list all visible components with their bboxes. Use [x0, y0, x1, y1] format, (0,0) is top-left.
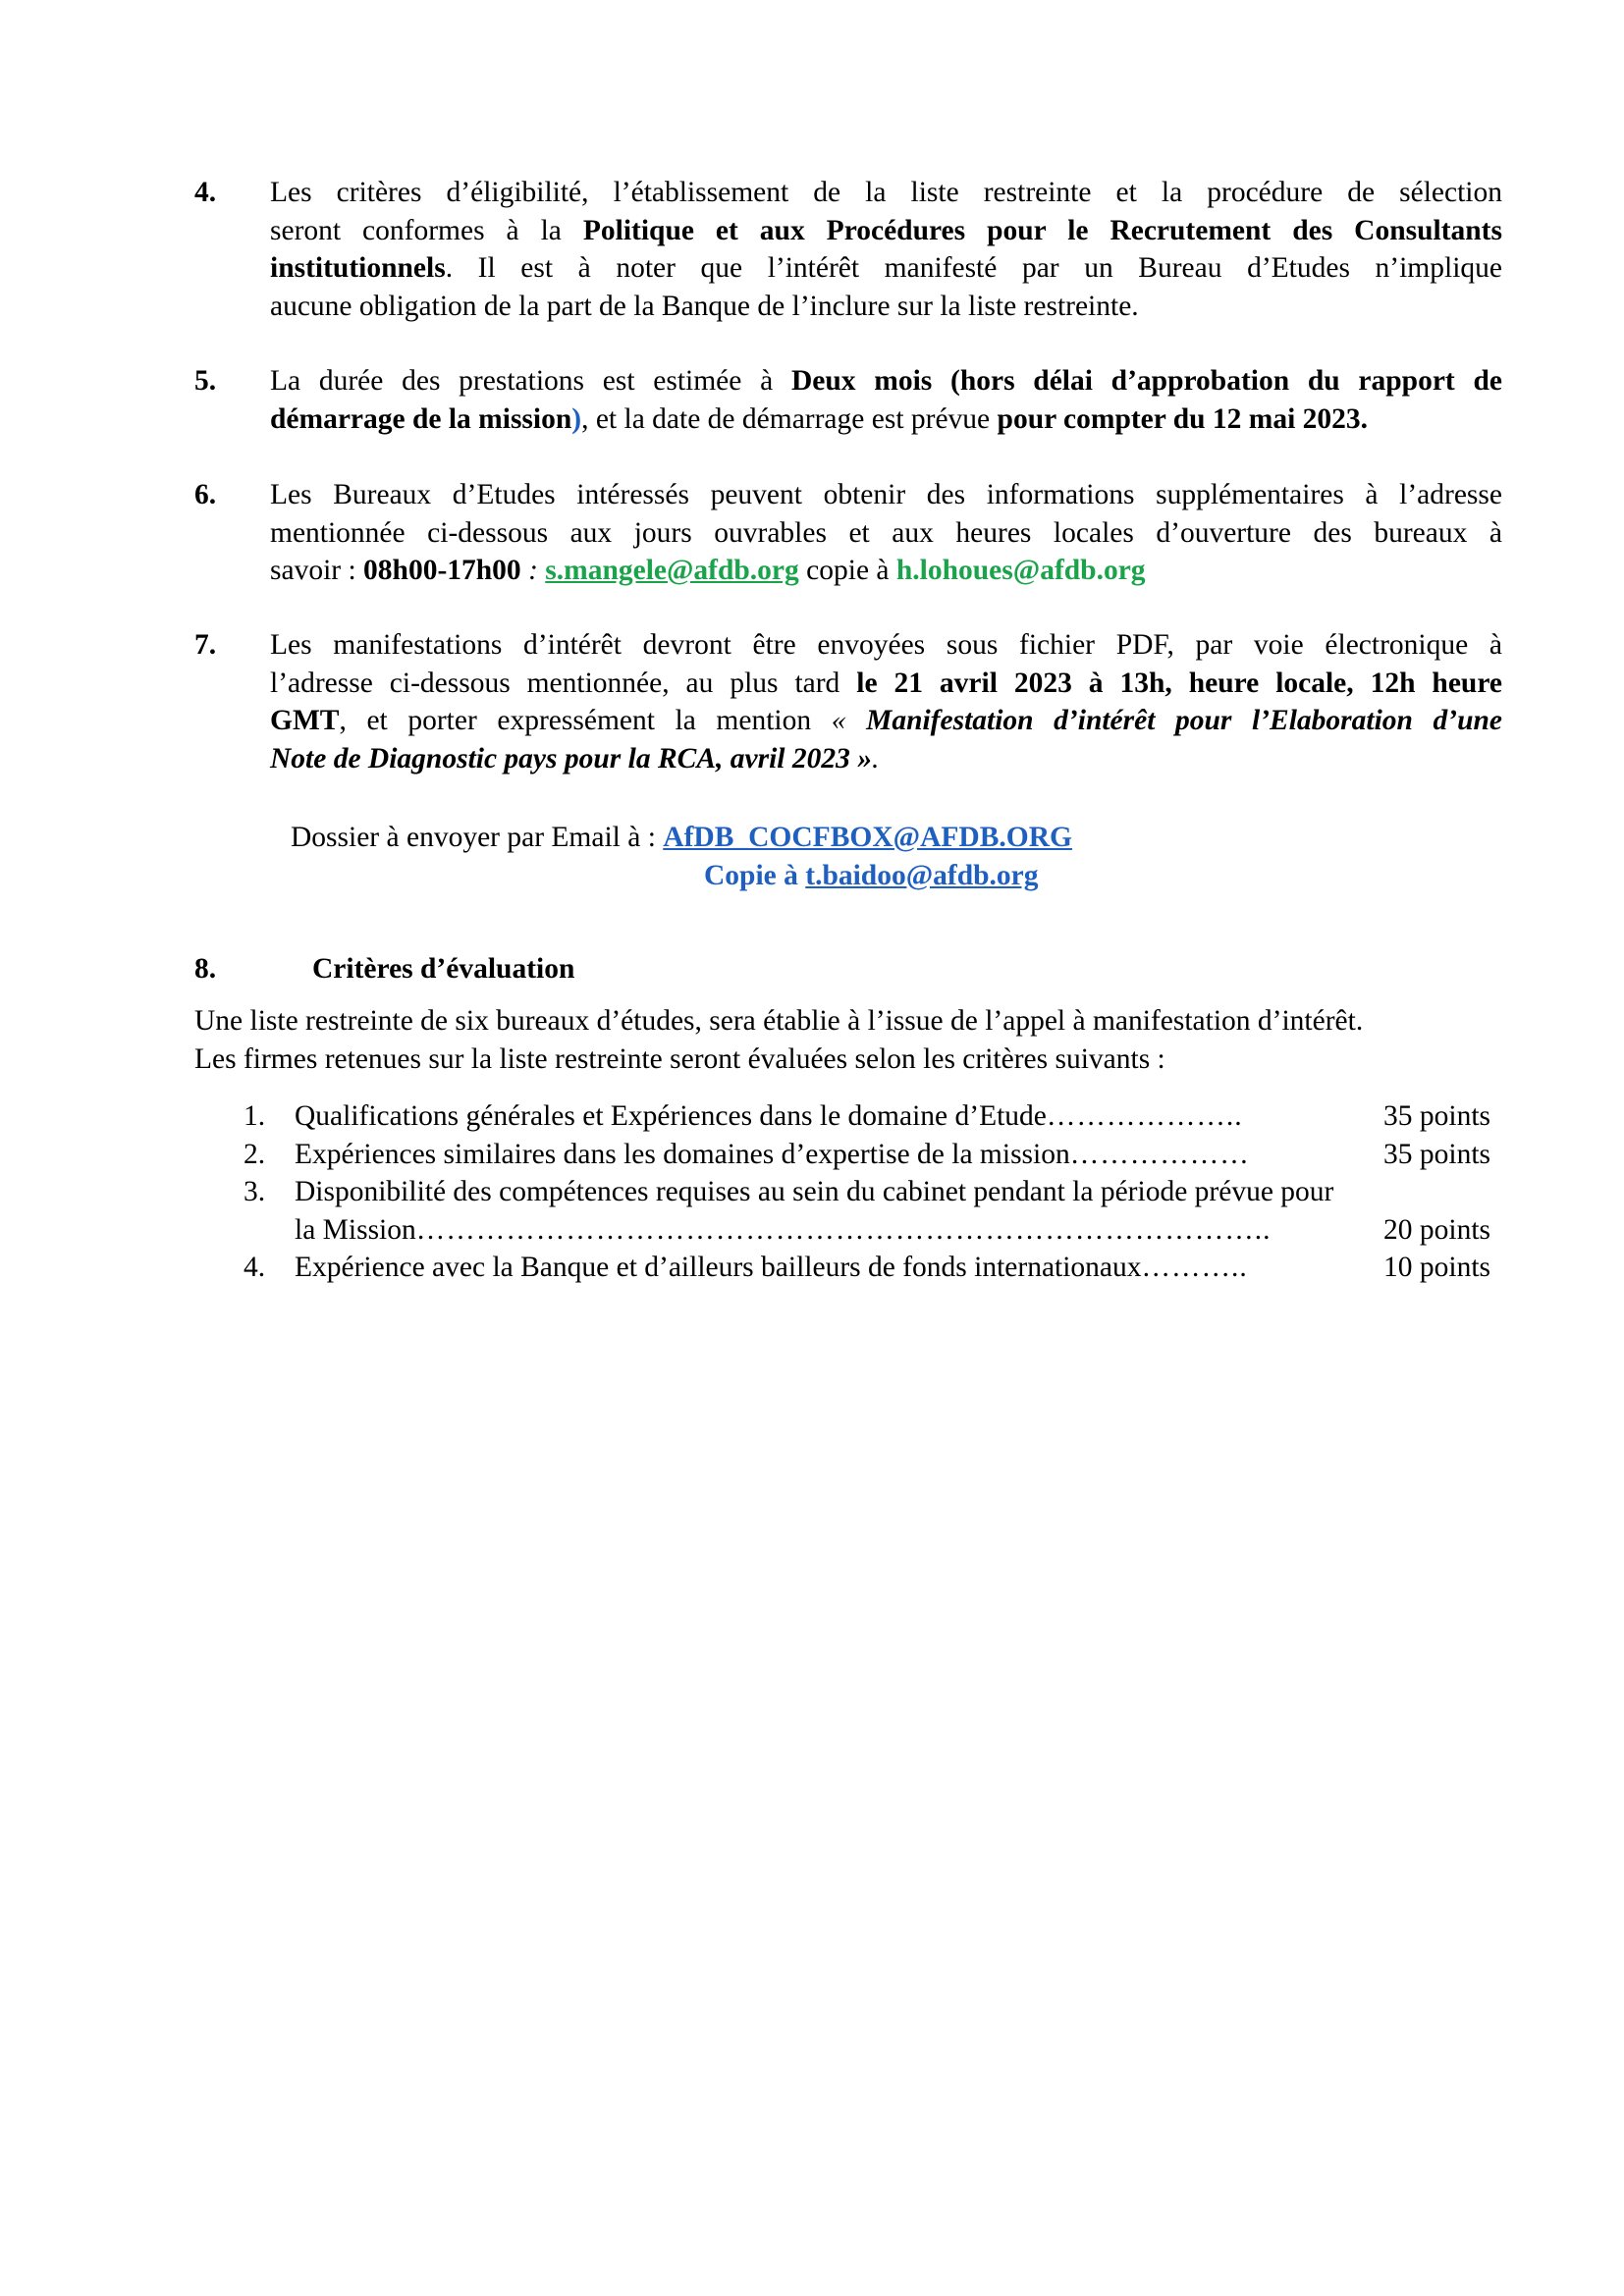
leader-dots: …………………………………………………………………………..: [415, 1213, 1272, 1246]
text-line: [270, 514, 1502, 553]
intro-line: Les firmes retenues sur la liste restreinte seront évaluées selon les critères suivants :: [194, 1042, 1165, 1075]
text-run: Les critères d’éligibilité, l’établissement de la liste restreinte et la procédure de sélection: [270, 177, 1502, 208]
text-run: Note de Diagnostic pays pour la RCA, avril 2023 »: [270, 742, 872, 774]
email-link[interactable]: h.lohoues@afdb.org: [895, 555, 1146, 586]
section-7-text: [270, 626, 1502, 777]
criteria-item-number: 3.: [244, 1176, 266, 1207]
text-line: [270, 212, 1502, 250]
text-run: La durée des prestations est estimée à: [270, 365, 791, 397]
section-6: [194, 476, 1502, 590]
text-run: :: [528, 555, 538, 586]
criteria-number: 8.: [194, 953, 217, 985]
dossier-email-link[interactable]: AfDB_COCFBOX@AFDB.ORG: [663, 822, 1072, 853]
text-line: [270, 249, 1502, 288]
section-6-text: [270, 476, 1502, 590]
criteria-item: [244, 1249, 1490, 1287]
criteria-item-number: 2.: [244, 1138, 266, 1170]
section-number: 6.: [194, 479, 217, 510]
text-run: Politique et aux Procédures pour le Recrutement des Consultants: [582, 214, 1502, 246]
text-run: Les Bureaux d’Etudes intéressés peuvent obtenir des informations supplémentaires à l’adresse: [270, 479, 1502, 510]
dossier-label: Dossier à envoyer par Email à :: [291, 822, 664, 853]
criteria-item-text: Expérience avec la Banque et d’ailleurs bailleurs de fonds internationaux: [295, 1252, 1142, 1283]
criteria-item-text: Expériences similaires dans les domaines d’expertise de la mission: [295, 1138, 1070, 1170]
criteria-item-pre-text: Disponibilité des compétences requises au sein du cabinet pendant la période prévue pour: [295, 1176, 1334, 1207]
criteria-item-number: 1.: [244, 1100, 266, 1132]
text-run: seront conformes à la: [270, 214, 583, 246]
text-run: savoir :: [270, 555, 364, 586]
criteria-item-points: 35 points: [1383, 1138, 1490, 1170]
dossier-line: [291, 819, 1072, 857]
section-4-text: [270, 174, 1502, 325]
text-run: «: [831, 705, 867, 736]
leader-dots: ………………: [1069, 1138, 1250, 1170]
text-line: [270, 665, 1502, 703]
text-run: copie à: [798, 555, 896, 586]
text-run: [521, 555, 528, 586]
text-run: Manifestation d’intérêt pour l’Elaboration d’une: [866, 705, 1503, 736]
text-run: Les manifestations d’intérêt devront être envoyées sous fichier PDF, par voie électronique à: [270, 629, 1502, 661]
text-run: ): [571, 402, 582, 435]
text-run: aucune obligation de la part de la Banque de l’inclure sur la liste restreinte.: [270, 290, 1139, 322]
criteria-item-number: 4.: [244, 1252, 266, 1283]
section-5-text: [270, 362, 1502, 438]
text-run: . Il est à noter que l’intérêt manifesté par un Bureau d’Etudes n’implique: [445, 252, 1502, 284]
text-run: .: [871, 742, 880, 774]
text-run: institutionnels: [270, 252, 446, 284]
dossier-copy-email-link[interactable]: t.baidoo@afdb.org: [805, 859, 1039, 891]
criteria-item: [244, 1136, 1490, 1174]
text-line: [270, 476, 1502, 514]
leader-dots: ………..: [1141, 1252, 1248, 1283]
text-line: [270, 552, 1502, 590]
criteria-list: [244, 1097, 1490, 1287]
text-run: démarrage de la mission: [270, 402, 572, 435]
leader-dots: ………………..: [1046, 1100, 1243, 1132]
text-line: [270, 400, 1502, 439]
text-run: GMT: [270, 705, 340, 736]
text-line: [270, 740, 1502, 778]
text-line: [270, 626, 1502, 665]
section-number: 5.: [194, 365, 217, 397]
text-run: 08h00-17h00: [363, 555, 521, 586]
criteria-item-points: 10 points: [1383, 1252, 1490, 1283]
criteria-heading: [194, 950, 575, 988]
criteria-item: [244, 1173, 1490, 1249]
text-run: pour compter du 12 mai 2023.: [997, 402, 1369, 435]
text-run: l’adresse ci-dessous mentionnée, au plus tard: [270, 667, 857, 699]
criteria-intro: [194, 1002, 1502, 1078]
dossier-block: [291, 819, 1072, 894]
dossier-copy-label: Copie à: [704, 859, 806, 891]
criteria-item-points: 35 points: [1383, 1100, 1490, 1132]
text-run: le 21 avril 2023 à 13h, heure locale, 12h heure: [856, 667, 1502, 699]
criteria-item-points: 20 points: [1383, 1213, 1490, 1246]
text-run: , et la date de démarrage est prévue: [581, 402, 998, 435]
criteria-item-text: Qualifications générales et Expériences dans le domaine d’Etude: [295, 1100, 1047, 1132]
criteria-title: Critères d’évaluation: [312, 953, 575, 985]
criteria-item-text: la Mission: [295, 1213, 416, 1246]
intro-line: Une liste restreinte de six bureaux d’études, sera établie à l’issue de l’appel à manifestation d’intérêt.: [194, 1005, 1364, 1037]
section-4: [194, 174, 1502, 325]
text-run: , et porter expressément la mention: [339, 705, 832, 736]
email-link[interactable]: s.mangele@afdb.org: [545, 555, 799, 586]
dossier-copy-line: [291, 857, 1072, 895]
text-line: [270, 702, 1502, 740]
section-7: [194, 626, 1502, 777]
text-line: [270, 174, 1502, 212]
text-run: Deux mois (hors délai d’approbation du rapport de: [790, 365, 1502, 397]
section-number: 4.: [194, 177, 217, 208]
text-line: [270, 362, 1502, 400]
text-run: mentionnée ci-dessous aux jours ouvrables et aux heures locales d’ouverture des bureaux à: [270, 516, 1502, 549]
section-5: [194, 362, 1502, 438]
section-number: 7.: [194, 629, 217, 661]
text-line: [270, 288, 1502, 326]
criteria-item: [244, 1097, 1490, 1136]
